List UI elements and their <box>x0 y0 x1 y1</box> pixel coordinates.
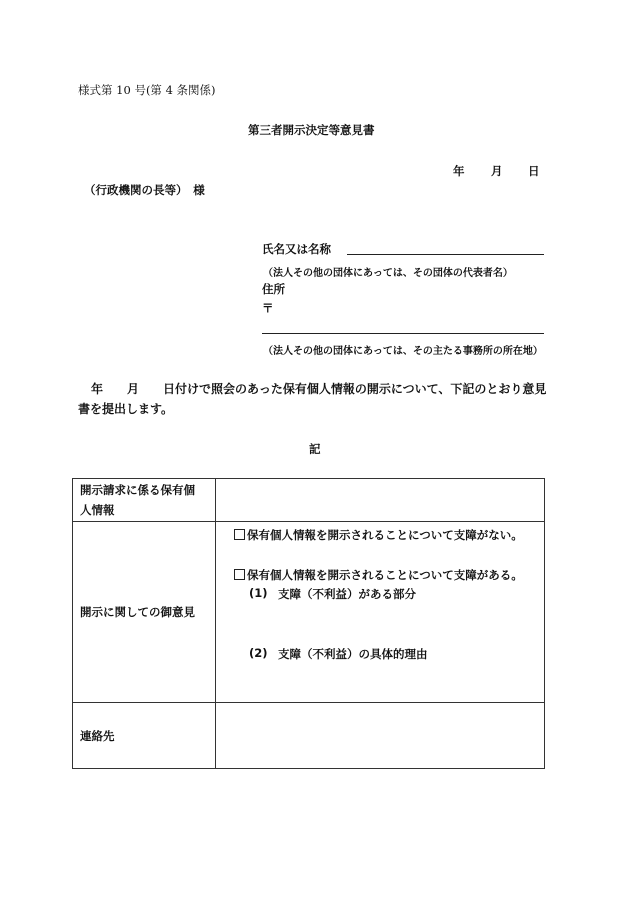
row-label-info-line1: 開示請求に係る保有個 <box>80 483 195 497</box>
postal-mark: 〒 <box>262 301 274 315</box>
body-line-2: 書を提出します。 <box>78 402 174 416</box>
sub1-number: (1) <box>249 586 268 600</box>
contact-input-cell[interactable] <box>216 703 545 769</box>
row-label-contact: 連絡先 <box>73 703 216 769</box>
address-note: （法人その他の団体にあっては、その主たる事務所の所在地） <box>263 346 543 357</box>
checkbox-hindrance[interactable] <box>234 569 245 580</box>
option-hindrance[interactable] <box>234 567 523 583</box>
table-row-opinion <box>73 522 545 703</box>
name-underline[interactable] <box>347 254 544 255</box>
option-hindrance-label: 保有個人情報を開示されることについて支障がある。 <box>247 568 523 582</box>
ki-label: 記 <box>309 442 321 456</box>
date-month: 月 <box>491 164 503 178</box>
document-title: 第三者開示決定等意見書 <box>248 123 375 137</box>
name-label: 氏名又は名称 <box>262 242 331 256</box>
sub1-text: 支障（不利益）がある部分 <box>278 587 416 601</box>
option-no-hindrance-label: 保有個人情報を開示されることについて支障がない。 <box>247 528 523 542</box>
opinion-cell <box>216 522 545 703</box>
option-no-hindrance[interactable] <box>234 527 523 543</box>
table-row-contact <box>73 703 545 769</box>
row-label-info-line2: 人情報 <box>80 503 115 517</box>
sub2-number: (2) <box>249 646 268 660</box>
table-row-info <box>73 479 545 522</box>
name-note: （法人その他の団体にあっては、その団体の代表者名） <box>263 268 513 279</box>
address-label: 住所 <box>262 282 285 296</box>
opinion-table <box>72 478 545 769</box>
body-line-1: 年 月 日付けで照会のあった保有個人情報の開示について、下記のとおり意見 <box>91 382 547 396</box>
addressee: （行政機関の長等） 様 <box>84 183 205 197</box>
date-day: 日 <box>528 164 540 178</box>
date-year: 年 <box>453 164 465 178</box>
row-label-opinion: 開示に関しての御意見 <box>73 522 216 703</box>
address-underline[interactable] <box>262 333 544 334</box>
checkbox-no-hindrance[interactable] <box>234 529 245 540</box>
row-label-info <box>73 479 216 522</box>
form-number: 様式第 10 号(第 4 条関係) <box>78 83 216 97</box>
sub2-text: 支障（不利益）の具体的理由 <box>278 647 428 661</box>
info-input-cell[interactable] <box>216 479 545 522</box>
